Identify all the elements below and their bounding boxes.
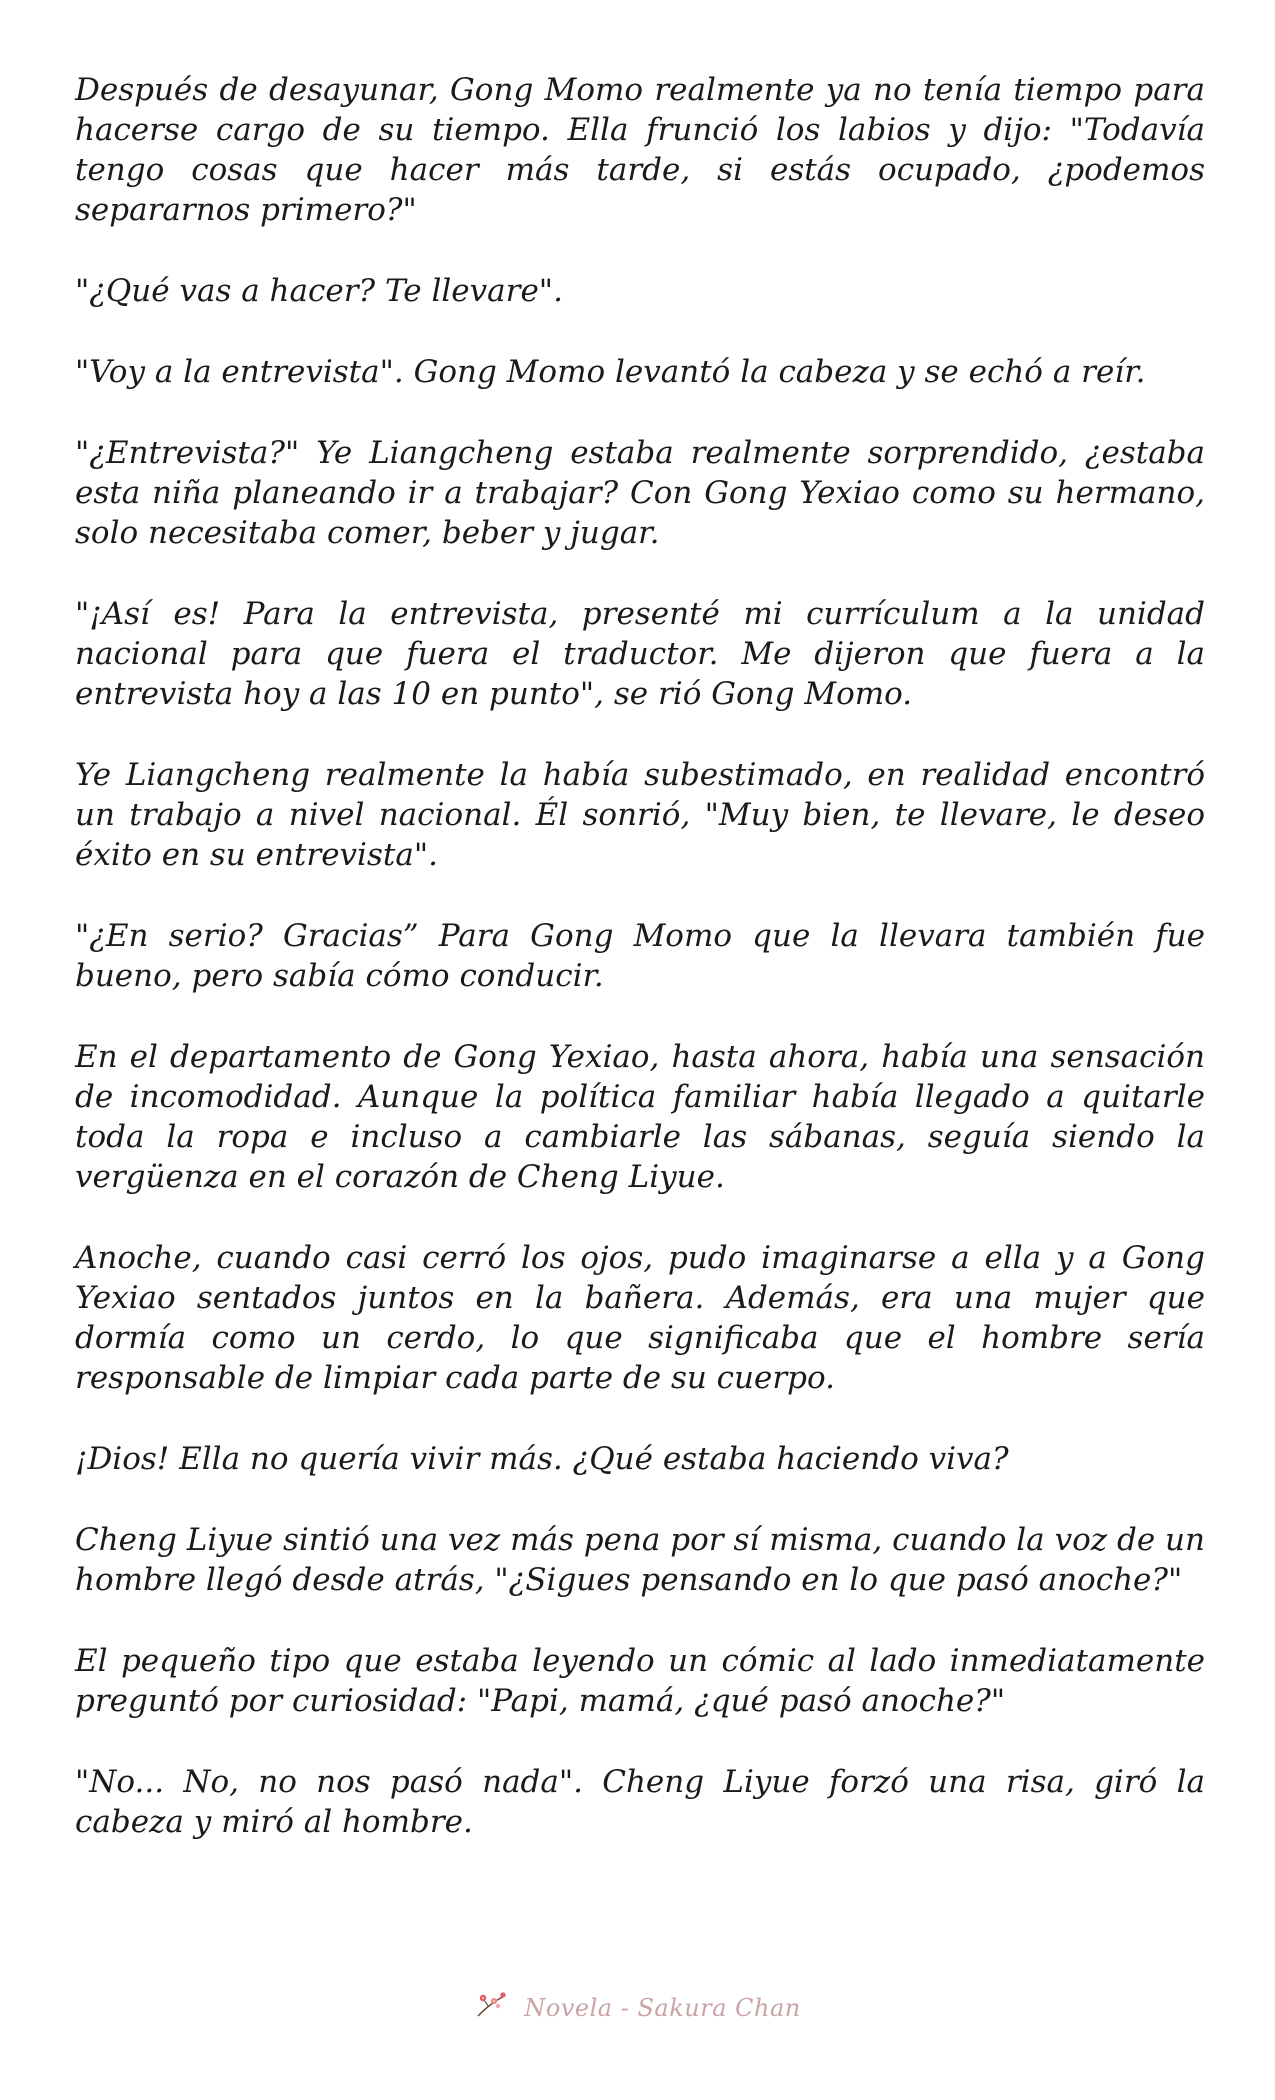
paragraph-11: Cheng Liyue sintió una vez más pena por sí misma, cuando la voz de un hombre llegó desde atrás, "¿Sigues pensando en lo que pasó anoche?" (75, 1522, 1205, 1598)
paragraph-13: "No... No, no nos pasó nada". Cheng Liyue forzó una risa, giró la cabeza y miró al hombre. (75, 1764, 1205, 1840)
paragraph-1: Después de desayunar, Gong Momo realmente ya no tenía tiempo para hacerse cargo de su tiempo. Ella frunció los labios y dijo: "Todavía tengo cosas que hacer más tarde, si estás ocupado, ¿podemos separarnos primero?" (75, 72, 1205, 228)
paragraph-4: "¿Entrevista?" Ye Liangcheng estaba realmente sorprendido, ¿estaba esta niña planeando ir a trabajar? Con Gong Yexiao como su hermano, solo necesitaba comer, beber y jugar. (75, 435, 1205, 551)
paragraph-10: ¡Dios! Ella no quería vivir más. ¿Qué estaba haciendo viva? (75, 1441, 1009, 1477)
paragraph-12: El pequeño tipo que estaba leyendo un cómic al lado inmediatamente preguntó por curiosidad: "Papi, mamá, ¿qué pasó anoche?" (75, 1643, 1205, 1719)
paragraph-8: En el departamento de Gong Yexiao, hasta ahora, había una sensación de incomodidad. Aunque la política familiar había llegado a quitarle toda la ropa e incluso a cambiarle las sábanas, seguía siendo la vergüenza en el corazón de Cheng Liyue. (75, 1039, 1205, 1195)
paragraph-9: Anoche, cuando casi cerró los ojos, pudo imaginarse a ella y a Gong Yexiao sentados juntos en la bañera. Además, era una mujer que dormía como un cerdo, lo que significaba que el hombre sería responsable de limpiar cada parte de su cuerpo. (75, 1240, 1205, 1396)
paragraph-7: "¿En serio? Gracias” Para Gong Momo que la llevara también fue bueno, pero sabía cómo conducir. (75, 918, 1205, 994)
paragraph-5: "¡Así es! Para la entrevista, presenté mi currículum a la unidad nacional para que fuera el traductor. Me dijeron que fuera a la entrevista hoy a las 10 en punto", se rió Gong Momo. (75, 596, 1205, 712)
paragraph-3: "Voy a la entrevista". Gong Momo levantó la cabeza y se echó a reír. (75, 354, 1146, 390)
footer-text: Novela - Sakura Chan (524, 1994, 801, 2022)
document-body (75, 70, 1205, 1883)
paragraph-2: "¿Qué vas a hacer? Te llevare". (75, 273, 563, 309)
paragraph-6: Ye Liangcheng realmente la había subestimado, en realidad encontró un trabajo a nivel nacional. Él sonrió, "Muy bien, te llevare, le deseo éxito en su entrevista". (75, 757, 1205, 873)
footer-watermark (0, 1990, 1275, 2022)
sakura-flower-icon (474, 1990, 510, 2020)
